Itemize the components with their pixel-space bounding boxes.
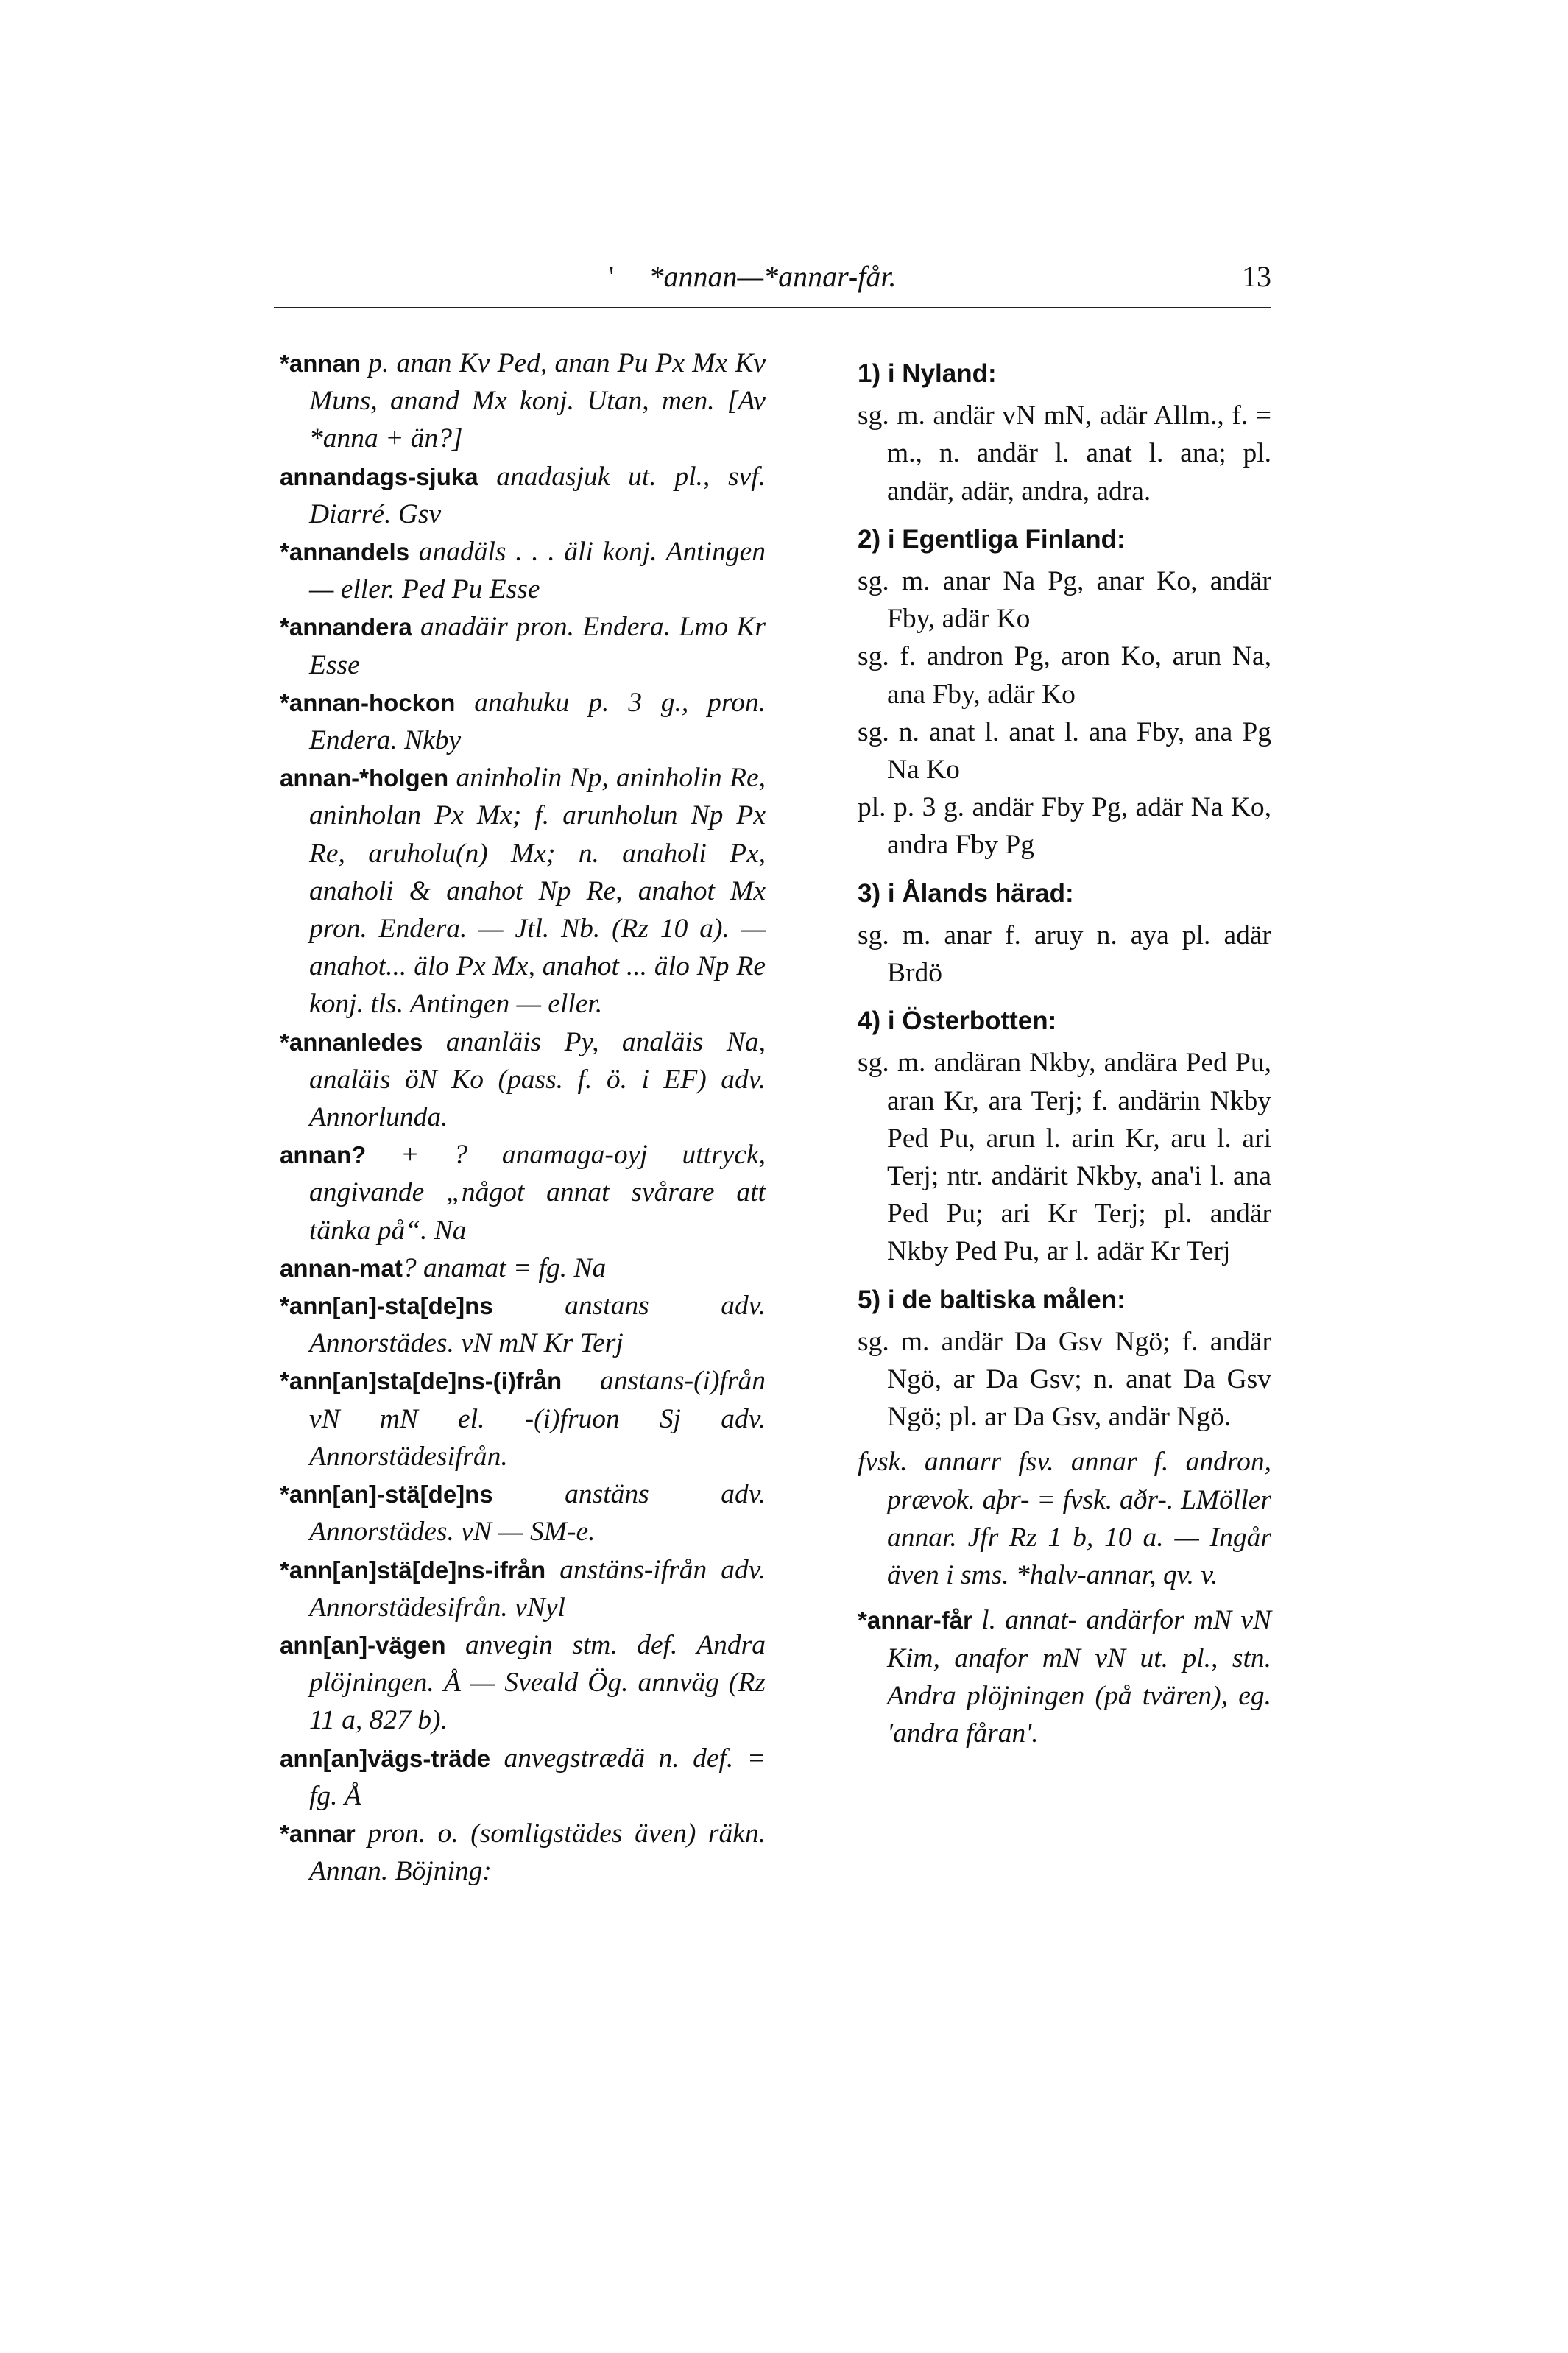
dictionary-entry [280,684,766,759]
section-label: 5) i de baltiska målen: [858,1285,1126,1314]
headword: *annan [280,350,361,377]
entry-body: + ? anamaga-oyj uttryck, angivande „något annat svårare att tänka på“. Na [309,1140,766,1246]
dictionary-entry [280,1249,766,1287]
headword: *ann[an]-sta[de]ns [280,1292,493,1320]
dictionary-entry [280,1551,766,1626]
entry-body: anstäns-ifrån adv. Annorstädesifrån. vNyl [309,1554,766,1623]
headword: *annandera [280,613,412,641]
header-rule [274,307,1271,308]
headword: *annanledes [280,1028,423,1056]
headword: ann[an]vägs-träde [280,1744,491,1772]
section-label: 2) i Egentliga Finland: [858,524,1126,554]
dictionary-entry [280,608,766,683]
inflection-line: pl. p. 3 g. andär Fby Pg, adär Na Ko, andra Fby Pg [858,792,1271,861]
entry-body: anstans adv. Annorstädes. vN mN Kr Terj [309,1291,766,1359]
entry-body: aninholin Np, aninholin Re, aninholan Px Mx; f. arunholun Np Px Re, aruholu(n) Mx; n. anaholi Px, anaholi & anahot Np Re, anahot Mx pron. Endera. — Jtl. Nb. (Rz 10 a). — anahot... älo Px Mx, anahot ... älo Np Re konj. tls. Antingen — eller. [309,763,766,1020]
inflection-section [858,1281,1271,1436]
dictionary-entry [280,759,766,1023]
section-heading [858,1002,1271,1040]
headword: annan? [280,1141,367,1169]
inflection-line: sg. n. anat l. anat l. ana Fby, ana Pg Na Ko [858,716,1271,786]
dictionary-entry [280,458,766,533]
dictionary-entry [280,1815,766,1890]
headword: annan-*holgen [280,764,449,792]
section-heading [858,1281,1271,1319]
entry-body: ? anamat = fg. Na [402,1252,607,1283]
section-heading [858,355,1271,392]
headword: *ann[an]stä[de]ns-ifrån [280,1556,546,1584]
inflection-line: sg. f. andron Pg, aron Ko, arun Na, ana Fby, adär Ko [858,641,1271,710]
etymology-notes [858,1443,1271,1752]
inflection-section [858,875,1271,992]
inflection-section [858,355,1271,510]
inflection-section [858,1002,1271,1270]
entry-body: anadäls . . . äli konj. Antingen — eller. Ped Pu Esse [309,537,766,605]
dictionary-entry [280,1362,766,1475]
dictionary-entry [280,533,766,608]
section-heading [858,521,1271,558]
page-number: 13 [1242,260,1271,293]
entry-body: anadasjuk ut. pl., svf. Diarré. Gsv [309,461,766,529]
entry-body: anstäns adv. Annorstädes. vN — SM-e. [309,1479,766,1548]
header-mark: ' [609,260,615,293]
headword: *ann[an]sta[de]ns-(i)från [280,1367,562,1395]
dictionary-note [858,1601,1271,1752]
running-head: *annan—*annar-får. [649,260,897,293]
entry-body: l. annat- andärfor mN vN Kim, anafor mN vN ut. pl., stn. Andra plöjningen (på tvären), eg. 'andra fåran'. [887,1605,1271,1749]
headword: *annar [280,1819,356,1847]
inflection-line: sg. m. anar f. aruy n. aya pl. adär Brdö [858,920,1271,989]
section-heading [858,875,1271,912]
dictionary-entry [280,1626,766,1740]
dictionary-note [858,1443,1271,1594]
inflection-sections [858,355,1271,1436]
section-label: 3) i Ålands härad: [858,878,1074,908]
left-column [280,345,766,1890]
inflection-line: sg. m. anar Na Pg, anar Ko, andär Fby, adär Ko [858,566,1271,635]
headword: annandags-sjuka [280,462,478,490]
headword: annan-mat [280,1254,403,1282]
entry-body: fvsk. annarr fsv. annar f. andron, prævok. aþr- = fvsk. aðr-. LMöller annar. Jfr Rz 1 b, 10 a. — Ingår även i sms. *halv-annar, qv. v. [858,1447,1271,1591]
entry-body: anahuku p. 3 g., pron. Endera. Nkby [309,687,766,756]
inflection-line: sg. m. andär Da Gsv Ngö; f. andär Ngö, ar Da Gsv; n. anat Da Gsv Ngö; pl. ar Da Gsv, andär Ngö. [858,1326,1271,1433]
right-column [858,345,1271,1752]
inflection-line: sg. m. andär vN mN, adär Allm., f. = m., n. andär l. anat l. ana; pl. andär, adär, andra, adra. [858,401,1271,507]
inflection-line: sg. m. andäran Nkby, andära Ped Pu, aran Kr, ara Terj; f. andärin Nkby Ped Pu, arun l. arin Kr, aru l. ari Terj; ntr. andärit Nkby, ana'i l. ana Ped Pu; ari Kr Terj; pl. andär Nkby Ped Pu, ar l. adär Kr Terj [858,1048,1271,1267]
headword: *ann[an]-stä[de]ns [280,1481,493,1509]
dictionary-entry [280,1475,766,1551]
headword: *annar-får [858,1606,972,1634]
section-label: 4) i Österbotten: [858,1006,1057,1036]
dictionary-entry [280,1740,766,1815]
entry-body: anvegin stm. def. Andra plöjningen. Å — Sveald Ög. annväg (Rz 11 a, 827 b). [309,1629,766,1736]
headword: ann[an]-vägen [280,1631,446,1659]
entry-body: ananläis Py, analäis Na, analäis öN Ko (pass. f. ö. i EF) adv. Annorlunda. [309,1026,766,1133]
entry-body: pron. o. (somligstädes även) räkn. Annan. Böjning: [309,1818,766,1887]
dictionary-entry [280,1287,766,1362]
section-label: 1) i Nyland: [858,359,997,388]
entry-body: anvegstrædä n. def. = fg. Å [309,1743,766,1811]
dictionary-entry [280,1136,766,1249]
headword: *annan-hockon [280,688,456,716]
headword: *annandels [280,538,410,566]
dictionary-entry [280,345,766,458]
page-header [274,259,1271,296]
entry-body: anstans-(i)från vN mN el. -(i)fruon Sj adv. Annorstädesifrån. [309,1366,766,1472]
entry-body: p. anan Kv Ped, anan Pu Px Mx Kv Muns, anand Mx konj. Utan, men. [Av *anna + än?] [309,348,766,454]
inflection-section [858,521,1271,864]
entry-body: anadäir pron. Endera. Lmo Kr Esse [309,612,766,680]
dictionary-entry [280,1023,766,1137]
